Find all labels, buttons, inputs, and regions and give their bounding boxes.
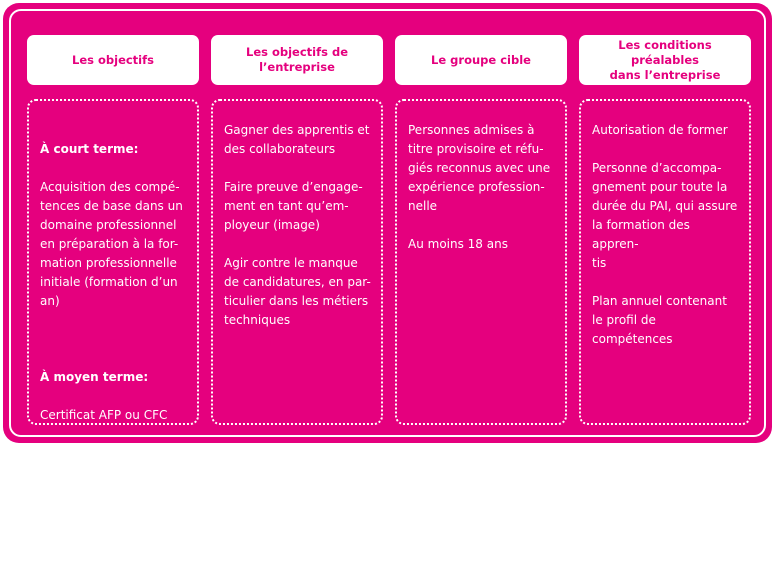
prerequisite-item: Personne d’accompa- gnement pour toute la durée du PAI, qui assure la formation des appren- tis — [592, 161, 738, 270]
column-target-group — [395, 35, 567, 251]
column-body-company-objectives — [211, 99, 383, 425]
company-objective-item: Faire preuve d’engage- ment en tant qu’em- ployeur (image) — [224, 180, 363, 232]
prerequisite-item: Autorisation de former — [592, 123, 728, 137]
objective-term-text: Intégration sur le mar- ché du travail — [40, 522, 175, 555]
objective-medium-term — [40, 349, 187, 444]
column-header-objectives: Les objectifs — [27, 35, 199, 85]
objective-term-text: Certificat AFP ou CFC — [40, 408, 168, 422]
column-body-target-group — [395, 99, 567, 425]
company-objective-item: Agir contre le manque de candidatures, en par- ticulier dans les métiers techniques — [224, 256, 371, 327]
objective-term-label: À long terme: — [40, 484, 133, 498]
objective-term-label: À moyen terme: — [40, 370, 149, 384]
column-body-objectives — [27, 99, 199, 555]
column-header-company-prerequisites: Les conditions préalables dans l’entreprise — [579, 35, 751, 85]
objective-term-text: Acquisition des compé- tences de base dans un domaine professionnel en préparation à la for- mation professionnelle initiale (formation d’un an) — [40, 180, 183, 308]
target-group-item: Personnes admises à titre provisoire et réfu- giés reconnus avec une expérience profession- nelle — [408, 123, 551, 213]
column-header-target-group: Le groupe cible — [395, 35, 567, 85]
column-header-company-objectives: Les objectifs de l’entreprise — [211, 35, 383, 85]
company-objective-item: Gagner des apprentis et des collaborateurs — [224, 123, 370, 156]
column-objectives — [27, 35, 199, 555]
objective-short-term — [40, 121, 187, 330]
column-body-company-prerequisites — [579, 99, 751, 425]
objective-long-term — [40, 463, 187, 577]
prerequisite-item: Plan annuel contenant le profil de compétences — [592, 294, 727, 346]
target-group-item: Au moins 18 ans — [408, 237, 508, 251]
objective-term-label: À court terme: — [40, 142, 139, 156]
column-company-objectives — [211, 35, 383, 327]
infographic-panel — [3, 3, 772, 555]
column-company-prerequisites — [579, 35, 751, 346]
